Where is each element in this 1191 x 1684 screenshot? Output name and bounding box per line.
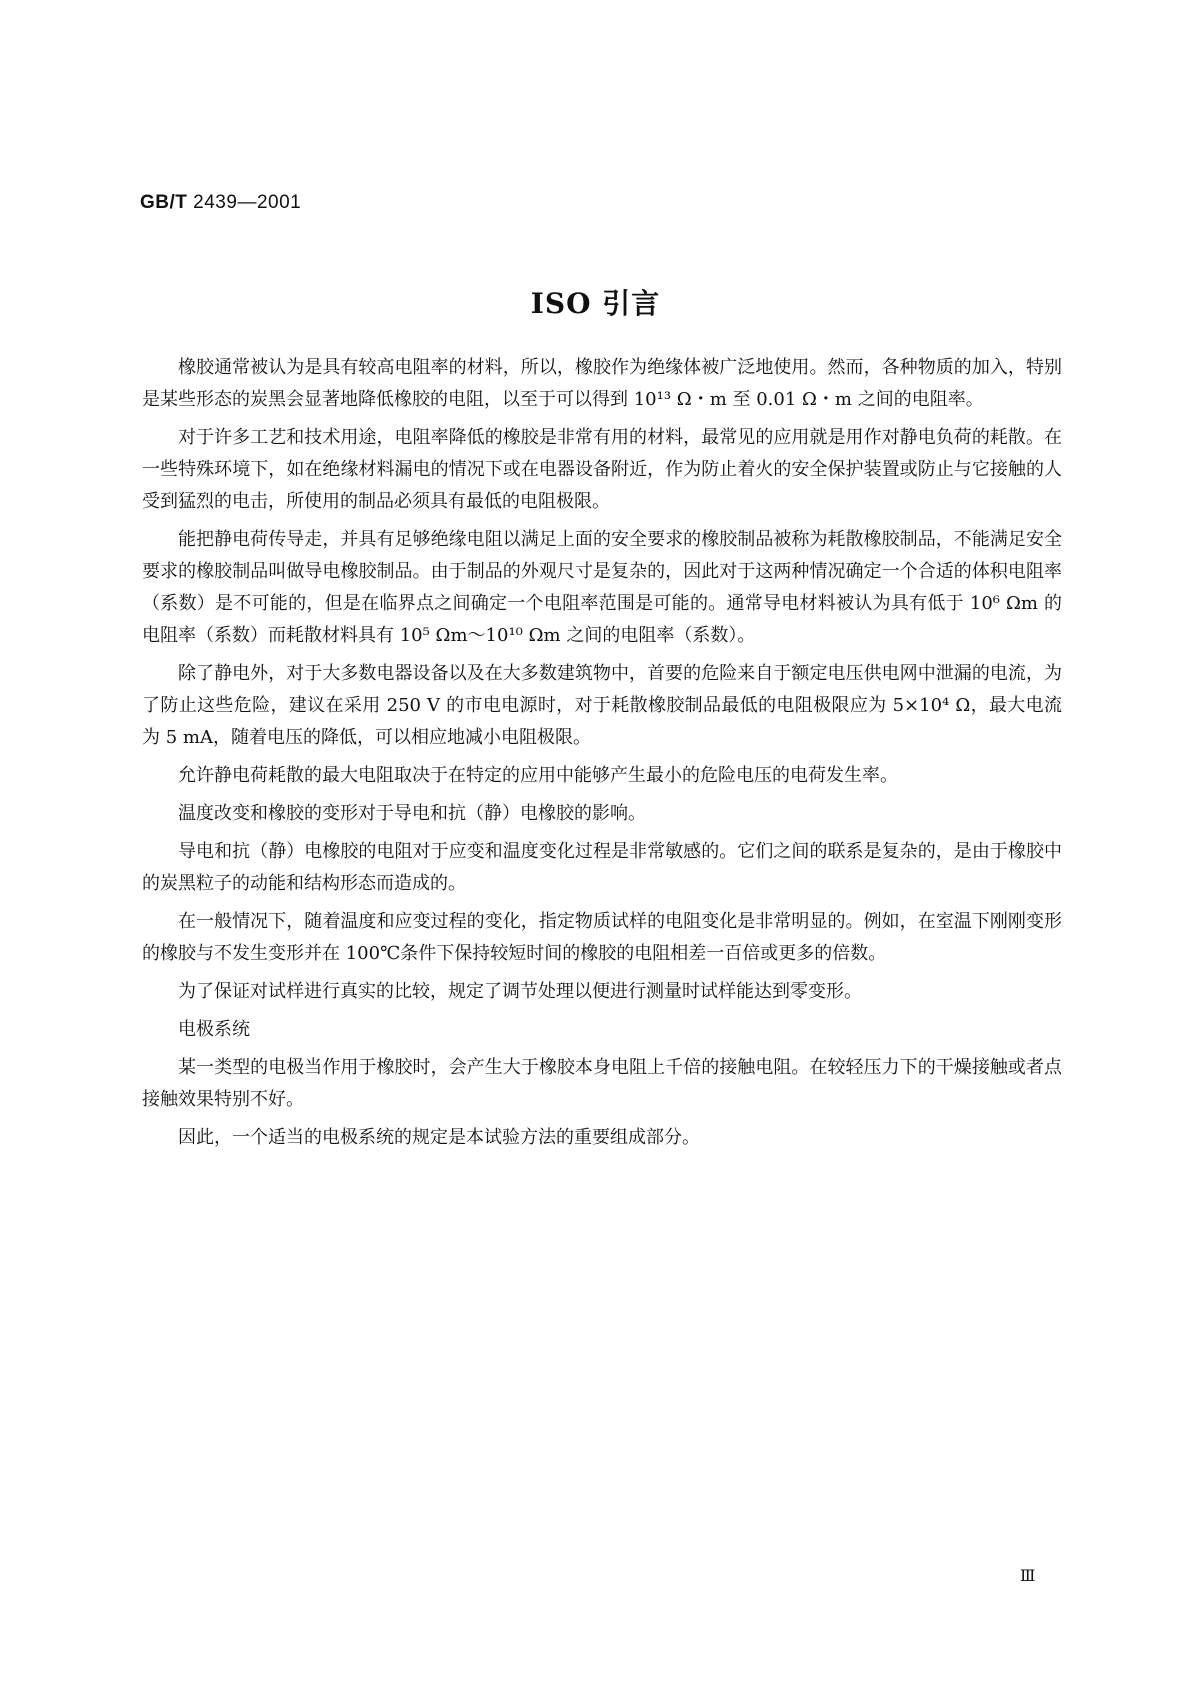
paragraph: 在一般情况下，随着温度和应变过程的变化，指定物质试样的电阻变化是非常明显的。例如，在室温下刚刚变形的橡胶与不发生变形并在 100℃条件下保持较短时间的橡胶的电阻相差一百倍或更多的倍数。 xyxy=(142,911,1062,964)
paragraph: 能把静电荷传导走，并具有足够绝缘电阻以满足上面的安全要求的橡胶制品被称为耗散橡胶制品，不能满足安全要求的橡胶制品叫做导电橡胶制品。由于制品的外观尺寸是复杂的，因此对于这两种情况确定一个合适的体积电阻率（系数）是不可能的，但是在临界点之间确定一个电阻率范围是可能的。通常导电材料被认为具有低于 10⁶ Ωm 的电阻率（系数）而耗散材料具有 10⁵ Ωm～10¹⁰ Ωm 之间的电阻率（系数）。 xyxy=(142,529,1062,646)
paragraph: 对于许多工艺和技术用途，电阻率降低的橡胶是非常有用的材料，最常见的应用就是用作对静电负荷的耗散。在一些特殊环境下，如在绝缘材料漏电的情况下或在电器设备附近，作为防止着火的安全保护装置或防止与它接触的人受到猛烈的电击，所使用的制品必须具有最低的电阻极限。 xyxy=(142,427,1062,512)
paragraph: 除了静电外，对于大多数电器设备以及在大多数建筑物中，首要的危险来自于额定电压供电网中泄漏的电流，为了防止这些危险，建议在采用 250 V 的市电电源时，对于耗散橡胶制品最低的电阻极限应为 5×10⁴ Ω，最大电流为 5 mA，随着电压的降低，可以相应地减小电阻极限。 xyxy=(142,663,1062,748)
body-text xyxy=(142,352,1062,1160)
paragraph: 电极系统 xyxy=(178,1019,250,1040)
paragraph: 为了保证对试样进行真实的比较，规定了调节处理以便进行测量时试样能达到零变形。 xyxy=(178,981,862,1002)
paragraph: 因此，一个适当的电极系统的规定是本试验方法的重要组成部分。 xyxy=(178,1127,700,1148)
paragraph: 温度改变和橡胶的变形对于导电和抗（静）电橡胶的影响。 xyxy=(178,803,646,824)
standard-code xyxy=(140,192,301,214)
paragraph: 导电和抗（静）电橡胶的电阻对于应变和温度变化过程是非常敏感的。它们之间的联系是复杂的，是由于橡胶中的炭黑粒子的动能和结构形态而造成的。 xyxy=(142,841,1062,894)
page-number: Ⅲ xyxy=(1020,1566,1036,1585)
paragraph: 橡胶通常被认为是具有较高电阻率的材料，所以，橡胶作为绝缘体被广泛地使用。然而，各种物质的加入，特别是某些形态的炭黑会显著地降低橡胶的电阻，以至于可以得到 10¹³ Ω・m 至 0.01 Ω・m 之间的电阻率。 xyxy=(142,357,1062,410)
standard-number: 2439—2001 xyxy=(193,192,302,213)
paragraph: 允许静电荷耗散的最大电阻取决于在特定的应用中能够产生最小的危险电压的电荷发生率。 xyxy=(178,765,898,786)
section-title: ISO 引言 xyxy=(530,287,661,320)
paragraph: 某一类型的电极当作用于橡胶时，会产生大于橡胶本身电阻上千倍的接触电阻。在较轻压力下的干燥接触或者点接触效果特别不好。 xyxy=(142,1057,1062,1110)
standard-prefix: GB/T xyxy=(140,192,188,213)
